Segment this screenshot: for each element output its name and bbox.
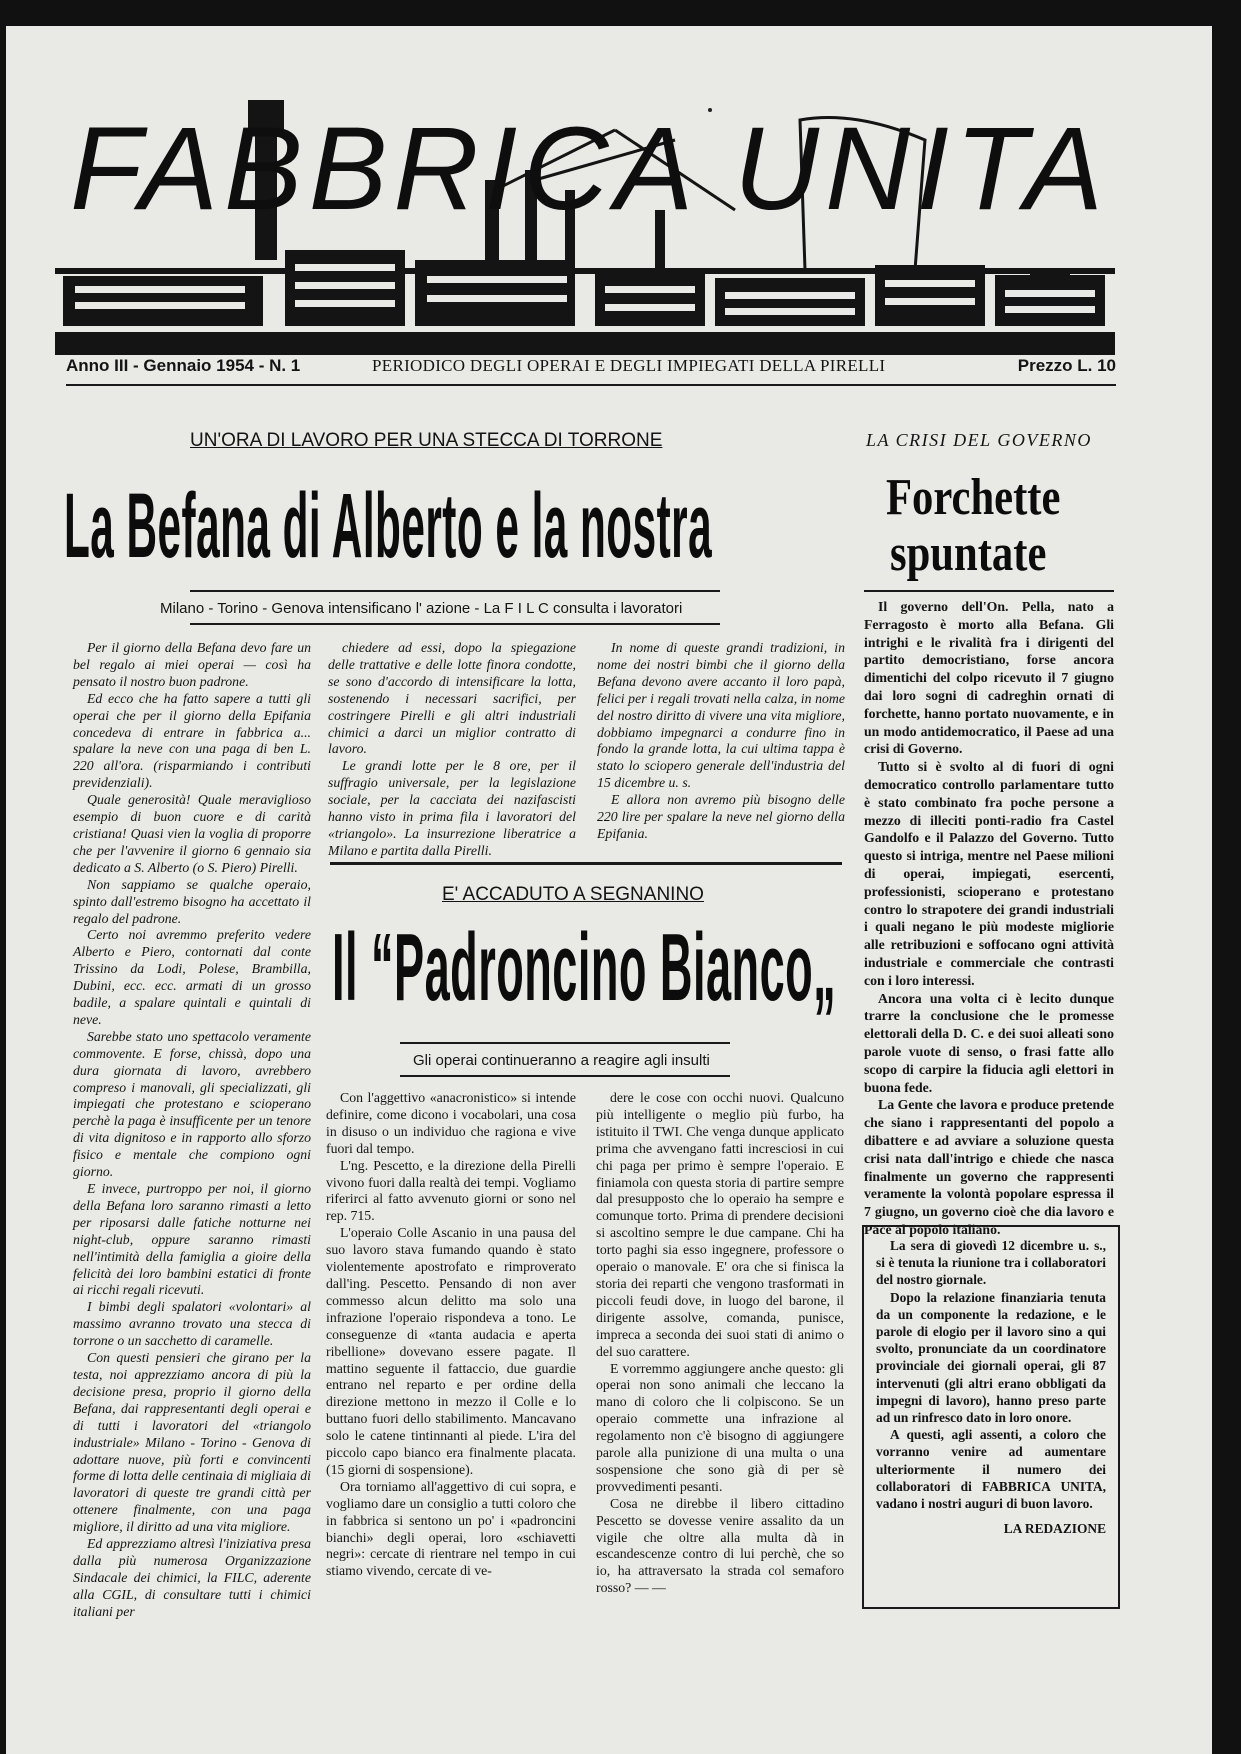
paragraph: Cosa ne direbbe il libero cittadino Pescetto se dovesse venire assalito da un vigile che oltre alla multa dà in escandescenze contro di lui perchè, che so io, ha attraversato la strada col semaforo rosso? — — — [596, 1495, 844, 1596]
article2-column-2 — [596, 1090, 844, 1660]
article2-top-rule — [330, 862, 842, 865]
paragraph: Le grandi lotte per le 8 ore, per il suffragio universale, per la legislazione sociale, per la cacciata dei nazifascisti hanno visto in prima fila i lavoratori del «triangolo». La insurrezione liberatrice a Milano e partita dalla Pirelli. — [328, 758, 576, 858]
paragraph: chiedere ad essi, dopo la spiegazione delle trattative e delle lotte finora condotte, se sono d'accordo di intensificare la lotta, sostenendo i necessari sacrifici, per costringere Pirelli e gli altri industriali chimici a darci un miglior contratto di lavoro. — [328, 640, 576, 757]
paragraph: L'operaio Colle Ascanio in una pausa del suo lavoro stava fumando quando è stato violentemente apostrofato e rimproverato dall'ing. Pescetto. Pensando di non aver commesso alcun delitto ma solo una infrazione l'operaio rispondeva a tono. Le conseguenze di «tanta audacia e aperta ribellione» dovevano essere pagate. Il mattino seguente il fattaccio, due guardie entrano nel reparto e per ordine della direzione mettono in mezzo il Colle e lo buttano fuori dello stabilimento. Mancavano solo le catene tintinnanti al piede. L'ira del piccolo capo bianco era finalmente placata. (15 giorni di sospensione). — [326, 1225, 576, 1477]
article1-column-2 — [328, 640, 576, 858]
paragraph: Con questi pensieri che girano per la testa, noi apprezziamo ancora di più la decisione presa, proprio il giorno della Befana, dai rappresentanti degli operai e di tutti i lavoratori del «triangolo industriale» Milano - Torino - Genova di adottare nuove, più forti e convincenti forme di lotta delle centinaia di migliaia di lavoratori di queste tre grandi città per ottenere finalmente, con una paga migliore, il diritto ad una vita migliore. — [73, 1350, 311, 1535]
article1-column-3 — [597, 640, 845, 850]
article3-rule — [864, 590, 1114, 592]
paragraph: E allora non avremo più bisogno delle 220 lire per spalare la neve nel giorno della Epifania. — [597, 792, 845, 841]
paragraph: Per il giorno della Befana devo fare un bel regalo ai miei operai — così ha pensato il nostro buon padrone. — [73, 640, 311, 689]
paragraph: Ed apprezziamo altresì l'iniziativa presa dalla più numerosa Organizzazione Sindacale dei chimici, la FILC, aderente alla CGIL, di consultare tutti i chimici italiani per — [73, 1536, 311, 1619]
article3-headline-line1: Forchette — [886, 469, 1061, 526]
paragraph: E invece, purtroppo per noi, il giorno della Befana loro saranno rimasti a letto per riposarsi dalle fatiche notturne nei night-club, oppure saranno rimasti nell'intimità della famiglia a gioire della felicità dei loro bambini estatici di fronte ai ricchi regali ricevuti. — [73, 1181, 311, 1298]
paragraph: E vorremmo aggiungere anche questo: gli operai non sono animali che leccano la mano di coloro che li colpiscono. Se un operaio commette una infrazione al regolamento non c'è bisogno di aggiungere parole alla punizione di una multa o una sospensione che sono già di per sè provvedimenti pesanti. — [596, 1360, 844, 1494]
editorial-notice-box — [862, 1225, 1120, 1609]
paragraph: Ora torniamo all'aggettivo di cui sopra, e vogliamo dare un consiglio a tutti coloro che in fabbrica si sentono un po' i «padroncini bianchi» degli operai, loro «schiavetti negri»: cercate di rientrare nel tempo in cui stiamo vivendo, cercate di ve- — [326, 1478, 576, 1579]
article2-kicker: E' ACCADUTO A SEGNANINO — [442, 884, 704, 905]
paragraph: La sera di giovedì 12 dicembre u. s., si è tenuta la riunione tra i collaboratori del nostro giornale. — [876, 1238, 1106, 1288]
paragraph: Dopo la relazione finanziaria tenuta da un componente la redazione, e le parole di elogio per il lavoro sino a qui svolto, pronunciate da un coordinatore provinciale dei giornali operai, gli 87 intervenuti (gli altri erano obbligati da impegni di lavoro), hanno preso parte ad un rinfresco dato in loro onore. — [876, 1289, 1106, 1426]
article2-subhead-rule-top — [400, 1042, 730, 1044]
paragraph: Tutto si è svolto al di fuori di ogni democratico controllo parlamentare tutto è stato combinato fra poche persone a mezzo di illeciti ponti-radio fra Castel Gandolfo e il Palazzo del Governo. Tutto questo si intriga, mentre nel Paese milioni di operai, impiegati, esercenti, professionisti, scioperano e protestano contro lo strapotere dei grandi industriali i quali negano le più modeste migliorie alle retribuzioni e soffocano ogni attività industriale e commerciale che contrasti con i loro interessi. — [864, 759, 1114, 988]
article1-column-1 — [73, 640, 311, 1680]
masthead-subtitle: PERIODICO DEGLI OPERAI E DEGLI IMPIEGATI DELLA PIRELLI — [372, 356, 886, 375]
paragraph: Ed ecco che ha fatto sapere a tutti gli operai che per il giorno della Epifania concedeva di entrare in fabbrica a... spalare la neve con una paga di ben L. 220 all'ora. (risparmiando i contributi previdenziali). — [73, 690, 311, 791]
article1-subhead-rule-bottom — [190, 623, 720, 625]
article1-headline: La Befana di Alberto e la nostra — [64, 475, 713, 577]
paragraph: In nome di queste grandi tradizioni, in nome dei nostri bimbi che il giorno della Befana devono avere accanto il loro papà, felici per i regali trovati nella calza, in nome del nostro diritto di vivere una vita migliore, dobbiamo impegnarci a condurre fino in fondo la grande lotta, la cui ultima tappa è stato lo sciopero generale dell'industria del 15 dicembre u. s. — [597, 640, 845, 791]
article3-kicker: LA CRISI DEL GOVERNO — [866, 430, 1092, 450]
issue-info: Anno III - Gennaio 1954 - N. 1 — [66, 356, 301, 375]
paragraph: A questi, agli assenti, a coloro che vorranno venire ad aumentare ulteriormente il numero dei collaboratori di FABBRICA UNITA, vadano i nostri auguri di buon lavoro. — [876, 1427, 1106, 1512]
paragraph: Con l'aggettivo «anacronistico» si intende definire, come dicono i vocabolari, una cosa in disuso o un individuo che ragiona e vive fuori dal tempo. — [326, 1090, 576, 1156]
paragraph: Quale generosità! Quale meraviglioso esempio di buon cuore e di carità cristiana! Quasi vien la voglia di proporre che per l'avvenire il giorno 6 gennaio sia dedicato a S. Alberto (o S. Piero) Pirelli. — [73, 792, 311, 875]
article1-subhead-rule-top — [190, 590, 720, 592]
paragraph: I bimbi degli spalatori «volontari» al massimo avranno trovato una stecca di torrone o un sacchetto di caramelle. — [73, 1299, 311, 1349]
article3-body — [864, 598, 1114, 1237]
article2-subhead: Gli operai continueranno a reagire agli insulti — [413, 1052, 710, 1069]
article1-kicker: UN'ORA DI LAVORO PER UNA STECCA DI TORRONE — [190, 430, 663, 451]
masthead-rule — [66, 384, 1116, 386]
paragraph: L'ng. Pescetto, e la direzione della Pirelli vivono fuori dalla realtà dei tempi. Vogliamo riferirci al fatto avvenuto giorni or sono nel rep. 715. — [326, 1157, 576, 1224]
paragraph: dere le cose con occhi nuovi. Qualcuno più intelligente o meglio più furbo, ha istituito il TWI. Che venga dunque applicato prima che avvengano fatti incresciosi in cui chi paga per primo è sempre l'operaio. E finiamola con questa storia di partire sempre dal presupposto che lo operaio ha sempre e comunque torto. Prima di prendere decisioni si ascoltino sempre le due campane. Chi ha torto paghi sia esso ingegnere, professore o operaio o manovale. E' ora che si finisca la storia dei reparti che vengono trasformati in piccoli feudi dove, in luogo del barone, il dirigente assolve, comanda, punisce, impreca a seconda dei suoi stati di animo o del suo carattere. — [596, 1090, 844, 1359]
article1-subhead: Milano - Torino - Genova intensificano l' azione - La F I L C consulta i lavoratori — [160, 600, 683, 617]
article2-subhead-rule-bottom — [400, 1075, 730, 1077]
paragraph: Il governo dell'On. Pella, nato a Ferragosto è morto alla Befana. Gli intrighi e le rivalità fra i dirigenti del partito democristiano, forse ancora dimentichi del colpo ricevuto il 7 giugno dai loro sogni di cadreghin ornati di forchette, hanno portato nuovamente, e in un modo antidemocratico, il Paese ad una crisi di Governo. — [864, 599, 1114, 757]
paragraph: Ancora una volta ci è lecito dunque trarre la conclusione che le promesse elettorali della D. C. e dei suoi alleati sono parole vuote di senso, o frasi fatte allo scopo di carpire la fiducia agli elettori in buona fede. — [864, 990, 1114, 1095]
article2-headline: Il “Padroncino Bianco„ — [332, 914, 837, 1021]
notice-signature: LA REDAZIONE — [1003, 1521, 1106, 1537]
paragraph: Sarebbe stato uno spettacolo veramente commovente. E forse, chissà, dopo una dura giornata di lavoro, avrebbero compreso i manovali, gli specializzati, gli impiegati che protestano e scioperano perchè la paga è insufficente per un tenore di vita dignitoso e in rapporto allo sforzo fisico e mentale che compiono ogni giorno. — [73, 1028, 311, 1180]
paragraph: Non sappiamo se qualche operaio, spinto dall'estremo bisogno ha accettato il regalo del padrone. — [73, 876, 311, 926]
masthead-title: FABBRICA UNITA — [70, 103, 1110, 235]
paragraph: Certo noi avremmo preferito vedere Alberto e Piero, contornati dal conte Trissino da Lodi, Polese, Brambilla, Dubini, ecc. ecc. armati di un grosso badile, a spalare quintali e quintali di neve. — [73, 927, 311, 1027]
price-info: Prezzo L. 10 — [1017, 356, 1116, 375]
article2-column-1 — [326, 1090, 576, 1660]
paragraph: La Gente che lavora e produce pretende che siano i rappresentanti del popolo a dibattere e ad avviare a soluzione questa crisi nata dall'intrigo e chiede che nasca finalmente un governo che rappresenti veramente la volontà popolare espressa il 7 giugno, un governo cioè che dia lavoro e Pace al popolo italiano. — [864, 1097, 1114, 1237]
article3-headline-line2: spuntate — [890, 525, 1047, 582]
